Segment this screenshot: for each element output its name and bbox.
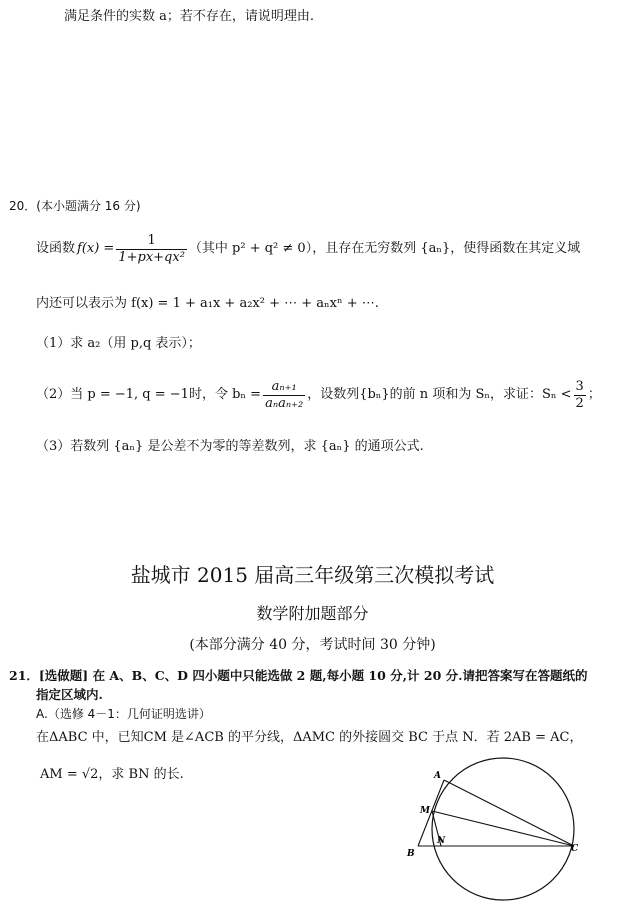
q20-line1-prefix: 设函数: [36, 241, 76, 256]
segment-ac: [444, 780, 574, 846]
q20-condition: （其中 p² + q² ≠ 0），且存在无穷数列 {aₙ}，使得函数在其定义域: [188, 241, 581, 256]
q21-section-a: A.（选修 4－1：几何证明选讲）: [36, 707, 211, 721]
q20-part2-frac-num: aₙ₊₁: [271, 378, 297, 394]
q20-frac-den: 1+px+qx²: [118, 249, 185, 265]
top-line: 满足条件的实数 a；若不存在，请说明理由.: [64, 9, 315, 24]
label-b: B: [407, 849, 415, 859]
exam-title: 盐城市 2015 届高三年级第三次模拟考试: [130, 563, 495, 587]
q20-part2-frac2-den: 2: [575, 395, 584, 411]
label-m: M: [420, 806, 430, 816]
q20-part2-frac-den: aₙaₙ₊₂: [265, 395, 304, 411]
q21-text2: AM = √2，求 BN 的长.: [40, 767, 184, 782]
q20-frac-num: 1: [147, 232, 156, 248]
q20-line2: 内还可以表示为 f(x) = 1 + a₁x + a₂x² + ⋯ + aₙxⁿ + ⋯.: [36, 296, 379, 311]
q20-part3: （3）若数列 {aₙ} 是公差不为零的等差数列，求 {aₙ} 的通项公式.: [36, 439, 424, 454]
q21-header-line1: 21．[选做题] 在 A、B、C、D 四小题中只能选做 2 题,每小题 10 分,计 20 分.请把答案写在答题纸的: [9, 668, 588, 683]
exam-note: (本部分满分 40 分，考试时间 30 分钟): [189, 637, 436, 653]
q21-text1: 在ΔABC 中，已知CM 是∠ACB 的平分线，ΔAMC 的外接圆交 BC 于点 N．若 2AB = AC，: [36, 730, 583, 745]
q20-header: 20．(本小题满分 16 分): [9, 199, 141, 213]
q20-part2-mid: ，设数列{bₙ}的前 n 项和为 Sₙ，求证：Sₙ <: [307, 387, 572, 402]
exam-subtitle: 数学附加题部分: [256, 604, 369, 623]
q20-part2-frac2-num: 3: [575, 378, 584, 394]
label-a: A: [434, 771, 441, 781]
q20-func: f(x) =: [77, 241, 115, 256]
q20-part2-prefix: （2）当 p = −1, q = −1时，令 bₙ =: [36, 387, 262, 402]
q21-header-line2: 指定区域内.: [36, 687, 103, 702]
label-c: C: [571, 844, 579, 854]
q20-part1: （1）求 a₂（用 p,q 表示）；: [36, 336, 201, 351]
segment-mc: [432, 811, 574, 846]
label-n: N: [437, 836, 446, 846]
q20-part2-end: ；: [587, 387, 601, 402]
